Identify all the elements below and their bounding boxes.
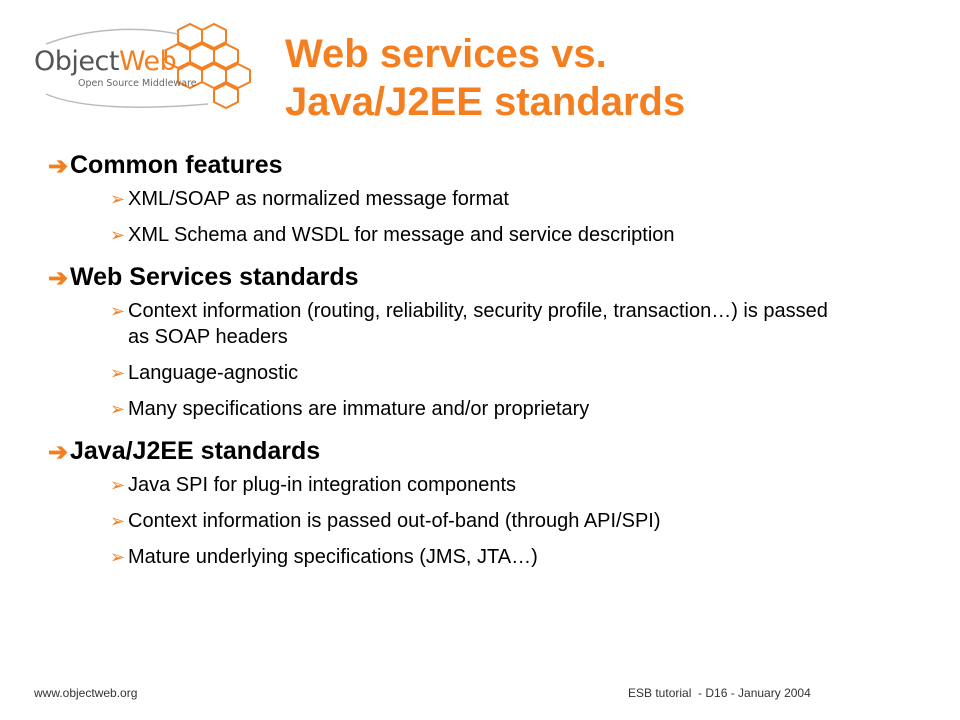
logo-tagline: Open Source Middleware	[78, 78, 197, 89]
sub-bullet	[110, 472, 928, 498]
logo-wordmark	[34, 46, 176, 77]
sub-bullet	[110, 186, 928, 212]
section-common-features	[48, 150, 928, 248]
triangle-bullet-icon: ➢	[110, 363, 126, 383]
triangle-bullet-icon: ➢	[110, 225, 126, 245]
arrow-right-icon: ➔	[48, 439, 69, 466]
slide-title-line-2: Java/J2EE standards	[285, 80, 686, 124]
section-java-j2ee-standards	[48, 436, 928, 570]
bullet-heading	[48, 262, 928, 298]
sub-bullet-text: Context information (routing, reliability, security profile, transaction…) is passed as SOAP headers	[128, 300, 828, 348]
bullet-heading-text: Common features	[70, 151, 283, 179]
triangle-bullet-icon: ➢	[110, 301, 126, 321]
objectweb-logo	[28, 22, 263, 112]
sub-bullet-text: Context information is passed out-of-band (through API/SPI)	[128, 510, 661, 532]
triangle-bullet-icon: ➢	[110, 547, 126, 567]
arrow-right-icon: ➔	[48, 265, 69, 292]
sub-bullet	[110, 396, 928, 422]
triangle-bullet-icon: ➢	[110, 511, 126, 531]
footer-url: www.objectweb.org	[34, 686, 138, 700]
bullet-heading-text: Java/J2EE standards	[70, 437, 321, 465]
sub-bullet	[110, 508, 928, 534]
bullet-heading	[48, 150, 928, 186]
sub-bullet	[110, 360, 928, 386]
arrow-right-icon: ➔	[48, 153, 69, 180]
triangle-bullet-icon: ➢	[110, 399, 126, 419]
sub-bullet-text: Language-agnostic	[128, 362, 299, 384]
sub-bullet-text: XML Schema and WSDL for message and service description	[128, 224, 675, 246]
sub-bullet-text: Mature underlying specifications (JMS, JTA…)	[128, 546, 538, 568]
sub-bullet	[110, 298, 848, 350]
sub-bullet-text: Many specifications are immature and/or proprietary	[128, 398, 590, 420]
slide-title-line-1: Web services vs.	[285, 32, 607, 76]
bullet-heading	[48, 436, 928, 472]
sub-bullet	[110, 222, 928, 248]
footer-info: ESB tutorial - D16 - January 2004	[628, 686, 811, 700]
sub-bullet-text: Java SPI for plug-in integration components	[128, 474, 516, 496]
section-web-services-standards	[48, 262, 928, 422]
triangle-bullet-icon: ➢	[110, 475, 126, 495]
bullet-heading-text: Web Services standards	[70, 263, 359, 291]
triangle-bullet-icon: ➢	[110, 189, 126, 209]
sub-bullet	[110, 544, 928, 570]
slide-body	[48, 150, 928, 570]
sub-bullet-text: XML/SOAP as normalized message format	[128, 188, 509, 210]
slide-title	[285, 30, 925, 126]
logo-word-object: Object	[34, 46, 119, 77]
logo-word-web: Web	[118, 46, 177, 77]
